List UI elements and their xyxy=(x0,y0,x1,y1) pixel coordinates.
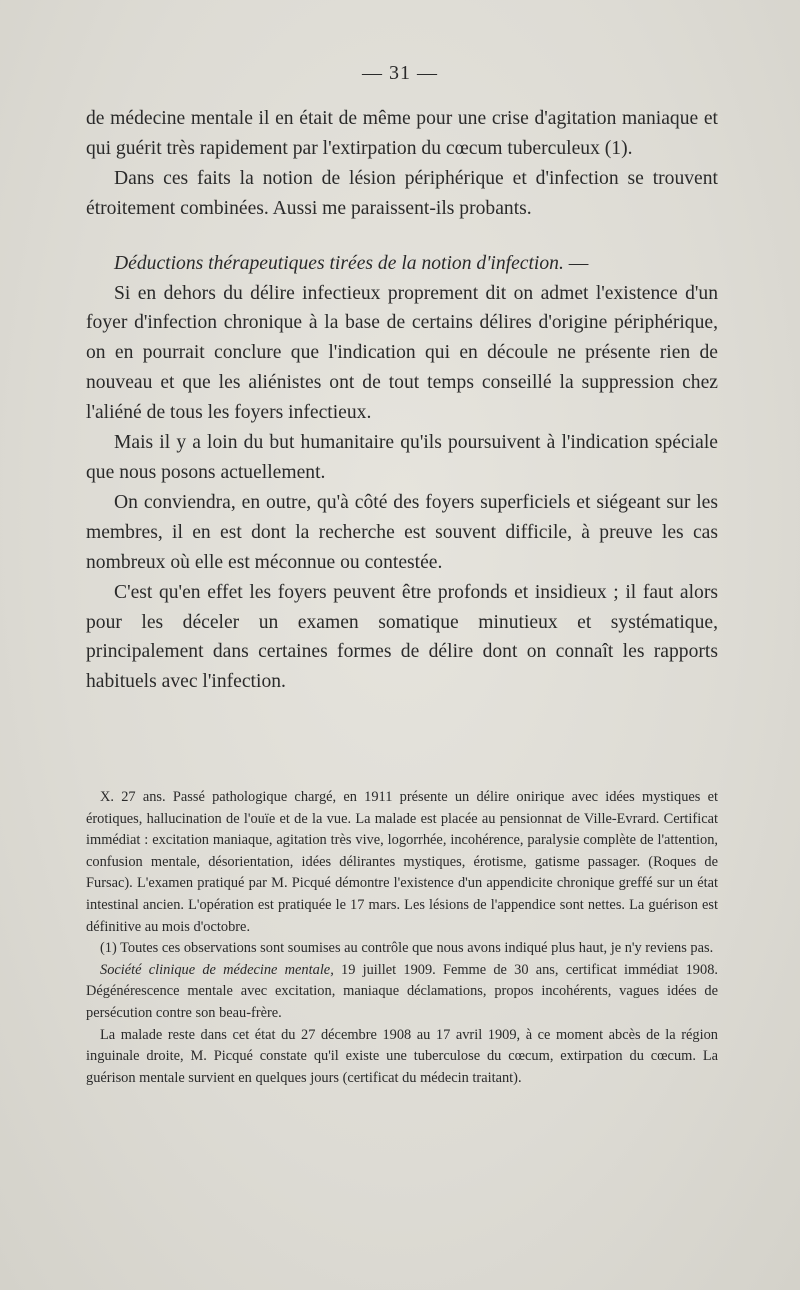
footnote-source-text: 19 juillet 1909. Femme de 30 ans, certificat immédiat 1908. Dégénérescence mentale avec excitation, maniaque déclamations, propos incohérents, vagues idées de persécution contre son beau-frère. xyxy=(86,961,718,1021)
section-heading-dash: — xyxy=(563,252,589,274)
paragraph-deep-foci: On conviendra, en outre, qu'à côté des foyers superficiels et siégeant sur les membres, il en est dont la recherche est souvent difficile, à preuve les cas nombreux où elle est méconnue ou contestée. xyxy=(86,491,718,573)
footnotes xyxy=(86,787,718,1089)
paragraph-humanitarian-goal: Mais il y a loin du but humanitaire qu'ils poursuivent à l'indication spéciale que nous posons actuellement. xyxy=(86,432,718,483)
paragraph-lesion-infection: Dans ces faits la notion de lésion périphérique et d'infection se trouvent étroitement combinées. Aussi me paraissent-ils probants. xyxy=(86,167,718,219)
paragraph-somatic-exam: C'est qu'en effet les foyers peuvent être profonds et insidieux ; il faut alors pour les déceler un examen somatique minutieux et systématique, principalement dans certaines formes de délire dont on connaît les rapports habituels avec l'infection. xyxy=(86,581,718,693)
footnote-source: Société clinique de médecine mentale, xyxy=(100,961,334,978)
page-number: — 31 — xyxy=(362,62,438,84)
section-heading xyxy=(86,249,718,279)
footnote-societe-clinique xyxy=(86,960,718,1025)
footnote-outcome: La malade reste dans cet état du 27 décembre 1908 au 17 avril 1909, à ce moment abcès de la région inguinale droite, M. Picqué constate qu'il existe une tuberculose du cœcum, extirpation du cœcum. La guérison mentale survient en quelques jours (certificat du médecin traitant). xyxy=(86,1026,718,1086)
paragraph-therapeutic-deductions: Si en dehors du délire infectieux proprement dit on admet l'existence d'un foyer d'infection chronique à la base de certains délires d'origine périphérique, on en pourrait conclure que l'indication qui en découle ne présente rien de nouveau et que les aliénistes ont de tout temps conseillé la suppression chez l'aliéné de tous les foyers infectieux. xyxy=(86,282,718,424)
main-text xyxy=(86,104,718,697)
section-heading-title: Déductions thérapeutiques tirées de la notion d'infection. xyxy=(114,252,564,274)
paragraph-continuation: de médecine mentale il en était de même pour une crise d'agitation maniaque et qui guérit très rapidement par l'extirpation du cœcum tuberculeux (1). xyxy=(86,108,718,159)
footnote-case-x: X. 27 ans. Passé pathologique chargé, en 1911 présente un délire onirique avec idées mystiques et érotiques, hallucination de l'ouïe et de la vue. La malade est placée au pensionnat de Ville-Evrard. Certificat immédiat : excitation maniaque, agitation très vive, logorrhée, incohérence, paralysie complète de l'attention, confusion mentale, désorientation, idées délirantes mystiques, érotisme, gatisme passager. (Roques de Fursac). L'examen pratiqué par M. Picqué démontre l'existence d'un appendicite chronique greffé sur un état intestinal ancien. L'opération est pratiquée le 17 mars. Les lésions de l'appendice sont nettes. La guérison est définitive au mois d'octobre. xyxy=(86,789,718,935)
footnote-1: (1) Toutes ces observations sont soumises au contrôle que nous avons indiqué plus haut, je n'y reviens pas. xyxy=(100,940,714,957)
